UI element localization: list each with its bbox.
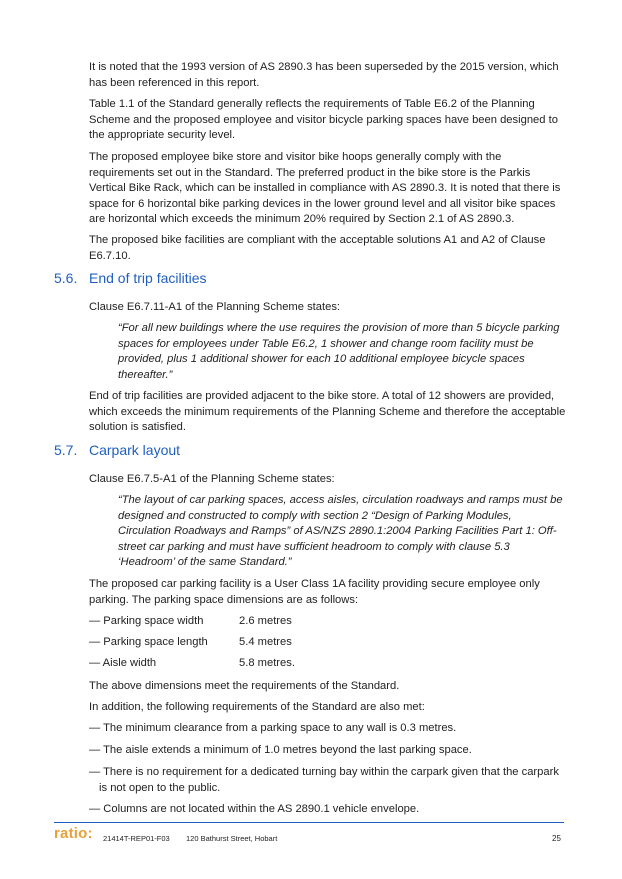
ratio-logo: ratio: [54, 825, 93, 842]
section-title: Carpark layout [89, 442, 181, 458]
footer-address: 120 Bathurst Street, Hobart [186, 834, 278, 843]
clause-quote: “The layout of car parking spaces, access aisles, circulation roadways and ramps must be designed and constructed to comply with section 2 “Design of Parking Modules, Circulation Roadways and Ramps” of AS/NZS 2890.1:2004 Parking Facilities Part 1: Off-street car parking and must have sufficient headroom to comply with clause 5.3 ‘Headroom’ of the same Standard.” [118, 494, 563, 569]
clause-intro: Clause E6.7.11-A1 of the Planning Scheme states: [89, 301, 341, 313]
paragraph-bike-store: The proposed employee bike store and visitor bike hoops generally comply with the requirements set out in the Standard. The preferred product in the bike store is the Parkis Vertical Bike Rack, which can be installed in compliance with AS 2890.3. It is noted that there is space for 6 horizontal bike parking devices in the lower ground level and all visitor bike spaces are horizontal which exceeds the minimum 20% required by Section 2.1 of AS 2890.3. [89, 151, 561, 226]
paragraph-bike-compliance: The proposed bike facilities are compliant with the acceptable solutions A1 and A2 of Clause E6.7.10. [89, 234, 546, 262]
spec-row [89, 614, 292, 629]
page-number: 25 [552, 834, 561, 843]
paragraph-as2890-version: It is noted that the 1993 version of AS 2890.3 has been superseded by the 2015 version, which has been referenced in this report. [89, 61, 559, 89]
spec-row [89, 656, 295, 671]
section-heading-end-of-trip [54, 270, 207, 286]
list-item: — The aisle extends a minimum of 1.0 metres beyond the last parking space. [89, 744, 472, 756]
section-number: 5.6. [54, 270, 78, 286]
spec-label: — Aisle width [89, 657, 157, 669]
clause-intro: Clause E6.7.5-A1 of the Planning Scheme states: [89, 473, 335, 485]
spec-value: 5.8 metres. [239, 657, 295, 669]
footer-reference: 21414T-REP01-F03 [103, 834, 170, 843]
section-title: End of trip facilities [89, 270, 207, 286]
clause-quote: “For all new buildings where the use requires the provision of more than 5 bicycle parking spaces for employees under Table E6.2, 1 shower and change room facility must be provided, plus 1 additional shower for each 10 additional employee bicycle spaces thereafter.” [118, 322, 560, 381]
section-heading-carpark-layout [54, 442, 180, 458]
paragraph-table-1-1: Table 1.1 of the Standard generally reflects the requirements of Table E6.2 of the Planning Scheme and the proposed employee and visitor bicycle parking spaces have been designed to the appropriate security level. [89, 98, 558, 142]
spec-label: — Parking space width [89, 615, 204, 627]
paragraph-carpark-facility: The proposed car parking facility is a User Class 1A facility providing secure employee only parking. The parking space dimensions are as follows: [89, 578, 540, 606]
paragraph-dimensions-meet: The above dimensions meet the requirements of the Standard. [89, 680, 400, 692]
list-item: — The minimum clearance from a parking space to any wall is 0.3 metres. [89, 722, 457, 734]
footer-divider [54, 822, 564, 823]
spec-label: — Parking space length [89, 636, 208, 648]
paragraph-end-of-trip: End of trip facilities are provided adjacent to the bike store. A total of 12 showers are provided, which exceeds the minimum requirements of the Planning Scheme and therefore the acceptable solution is satisfied. [89, 390, 566, 434]
spec-value: 5.4 metres [239, 636, 292, 648]
spec-value: 2.6 metres [239, 615, 292, 627]
list-item: — Columns are not located within the AS 2890.1 vehicle envelope. [89, 803, 420, 815]
list-item: — There is no requirement for a dedicated turning bay within the carpark given that the carpark is not open to the public. [89, 766, 559, 794]
section-number: 5.7. [54, 442, 78, 458]
paragraph-additional-requirements: In addition, the following requirements of the Standard are also met: [89, 701, 425, 713]
spec-row [89, 635, 292, 650]
